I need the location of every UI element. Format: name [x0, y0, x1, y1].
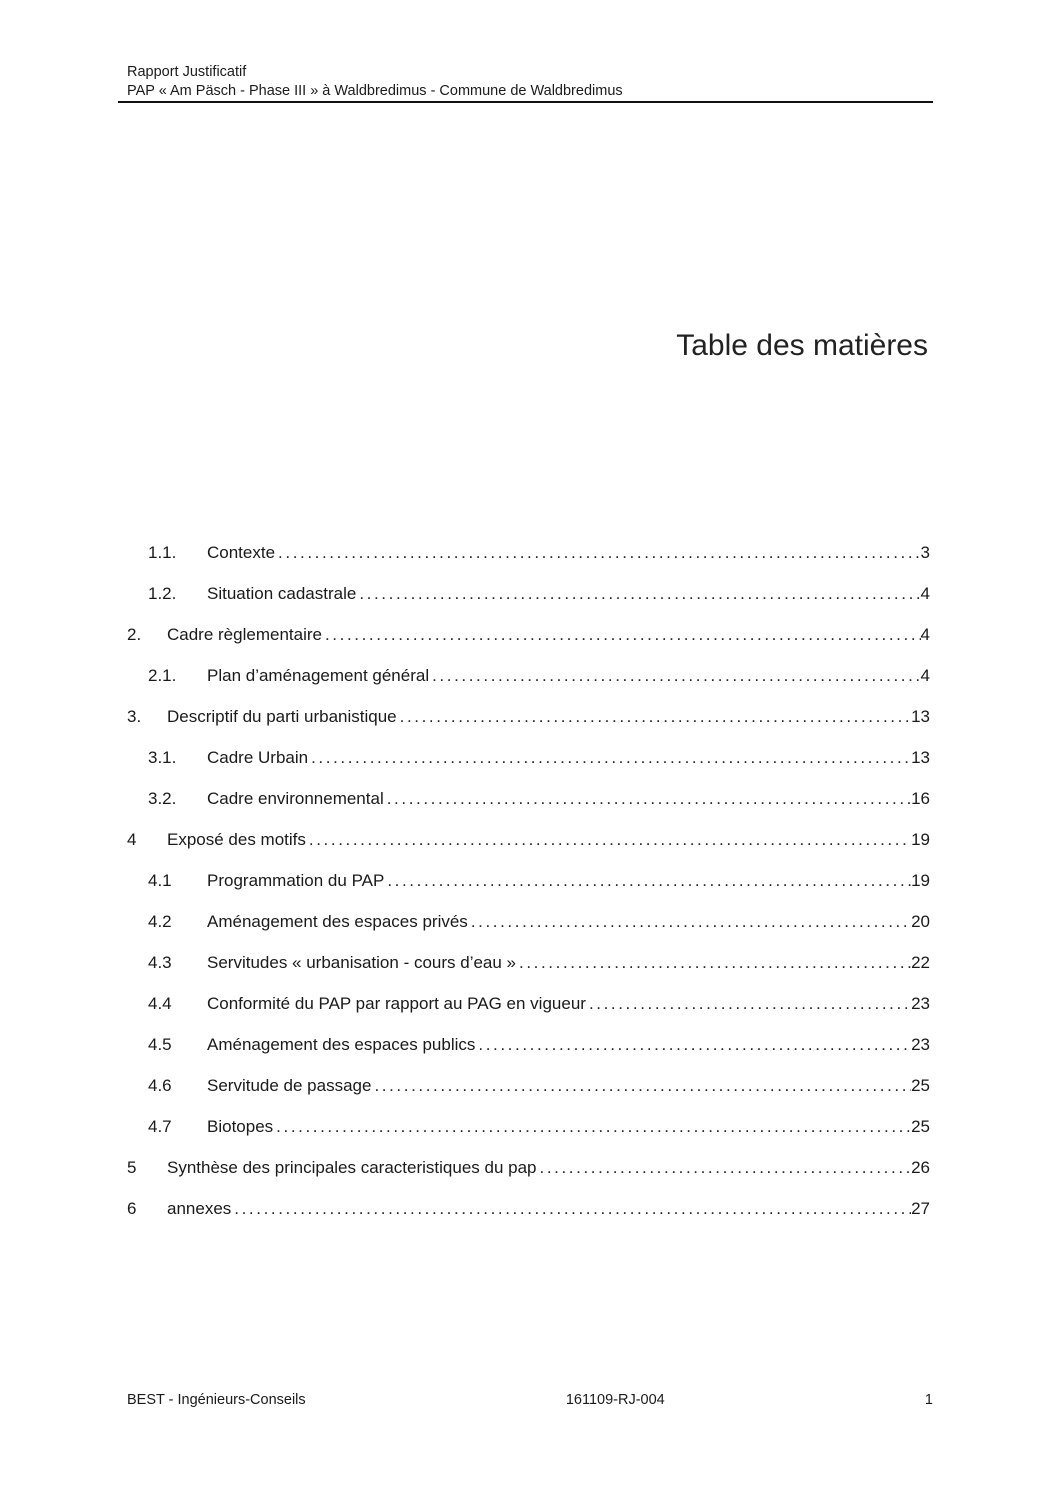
toc-entry [127, 1106, 930, 1147]
toc-entry-page: 13 [911, 707, 930, 726]
toc-entry-number: 3.2. [148, 789, 177, 808]
toc-entry [127, 860, 930, 901]
toc-entry-label: Descriptif du parti urbanistique [167, 707, 397, 726]
toc-dot-leader [537, 1147, 912, 1188]
toc-entry-number: 4.5 [148, 1035, 172, 1054]
toc-entry-number: 4.6 [148, 1076, 172, 1095]
toc-entry [127, 614, 930, 655]
toc-entry [127, 696, 930, 737]
toc-dot-leader [231, 1188, 911, 1229]
toc-dot-leader [384, 778, 911, 819]
toc-entry-label: Plan d’aménagement général [207, 666, 430, 685]
toc-entry-label: Servitudes « urbanisation - cours d’eau » [207, 953, 517, 972]
toc-entry [127, 1188, 930, 1229]
toc-entry-page: 4 [920, 666, 930, 685]
toc-dot-leader [516, 942, 911, 983]
toc-entry [127, 942, 930, 983]
toc-entry [127, 901, 930, 942]
toc-dot-leader [371, 1065, 911, 1106]
toc-entry-label: annexes [167, 1199, 232, 1218]
toc-entry-number: 6 [127, 1199, 137, 1218]
footer-page-number: 1 [924, 1392, 933, 1408]
toc-dot-leader [308, 737, 911, 778]
toc-entry-page: 3 [920, 543, 930, 562]
toc-entry-page: 16 [911, 789, 930, 808]
toc-entry-number: 3.1. [148, 748, 177, 767]
toc-entry [127, 983, 930, 1024]
toc-entry-page: 4 [920, 625, 930, 644]
toc-entry-label: Contexte [207, 543, 276, 562]
toc-entry-number: 5 [127, 1158, 137, 1177]
toc-entry-page: 27 [911, 1199, 930, 1218]
toc-entry [127, 655, 930, 696]
toc-entry-label: Cadre règlementaire [167, 625, 322, 644]
toc-entry-number: 1.1. [148, 543, 177, 562]
toc-entry-label: Synthèse des principales caracteristiques du pap [167, 1158, 537, 1177]
toc-dot-leader [384, 860, 911, 901]
toc-dot-leader [397, 696, 911, 737]
toc-entry-page: 4 [920, 584, 930, 603]
toc-entry-page: 23 [911, 1035, 930, 1054]
toc-entry-label: Aménagement des espaces publics [207, 1035, 476, 1054]
toc-entry-number: 3. [127, 707, 142, 726]
toc-entry [127, 1065, 930, 1106]
toc-entry-page: 13 [911, 748, 930, 767]
header-line-2: PAP « Am Päsch - Phase III » à Waldbredimus - Commune de Waldbredimus [127, 83, 623, 99]
page-footer [127, 1391, 933, 1409]
toc-entry-page: 20 [911, 912, 930, 931]
toc-dot-leader [356, 573, 920, 614]
toc-entry-page: 25 [911, 1117, 930, 1136]
toc-entry-label: Servitude de passage [207, 1076, 372, 1095]
toc-entry [127, 819, 930, 860]
toc-entry-number: 4.1 [148, 871, 172, 890]
toc-entry [127, 737, 930, 778]
toc-entry-label: Exposé des motifs [167, 830, 306, 849]
toc-entry [127, 778, 930, 819]
toc-dot-leader [429, 655, 920, 696]
toc-dot-leader [306, 819, 911, 860]
toc-list [127, 532, 930, 1229]
toc-entry-number: 4.4 [148, 994, 172, 1013]
toc-entry-label: Programmation du PAP [207, 871, 385, 890]
page-header [127, 63, 623, 101]
toc-dot-leader [322, 614, 921, 655]
toc-entry-number: 4.2 [148, 912, 172, 931]
toc-dot-leader [475, 1024, 911, 1065]
toc-entry-number: 2. [127, 625, 142, 644]
toc-dot-leader [275, 532, 920, 573]
toc-entry-number: 2.1. [148, 666, 177, 685]
toc-entry-number: 1.2. [148, 584, 177, 603]
toc-entry-label: Conformité du PAP par rapport au PAG en vigueur [207, 994, 586, 1013]
toc-entry-label: Biotopes [207, 1117, 274, 1136]
toc-entry-page: 22 [911, 953, 930, 972]
footer-document-ref: 161109-RJ-004 [565, 1392, 665, 1408]
toc-entry [127, 1147, 930, 1188]
header-line-1: Rapport Justificatif [127, 64, 247, 80]
toc-entry-number: 4 [127, 830, 137, 849]
toc-entry-page: 19 [911, 871, 930, 890]
page-title: Table des matières [676, 329, 928, 362]
toc-entry-page: 25 [911, 1076, 930, 1095]
toc-entry-label: Cadre environnemental [207, 789, 384, 808]
toc-entry-label: Aménagement des espaces privés [207, 912, 468, 931]
toc-entry [127, 532, 930, 573]
toc-dot-leader [468, 901, 911, 942]
toc-entry-number: 4.3 [148, 953, 172, 972]
toc-entry [127, 573, 930, 614]
toc-entry-label: Situation cadastrale [207, 584, 357, 603]
toc-dot-leader [586, 983, 911, 1024]
header-rule [118, 101, 933, 103]
toc-entry-number: 4.7 [148, 1117, 172, 1136]
toc-entry-page: 23 [911, 994, 930, 1013]
footer-company: BEST - Ingénieurs-Conseils [127, 1392, 306, 1408]
toc-dot-leader [273, 1106, 911, 1147]
toc-entry-page: 19 [911, 830, 930, 849]
toc-entry-label: Cadre Urbain [207, 748, 309, 767]
toc-entry [127, 1024, 930, 1065]
toc-entry-page: 26 [911, 1158, 930, 1177]
